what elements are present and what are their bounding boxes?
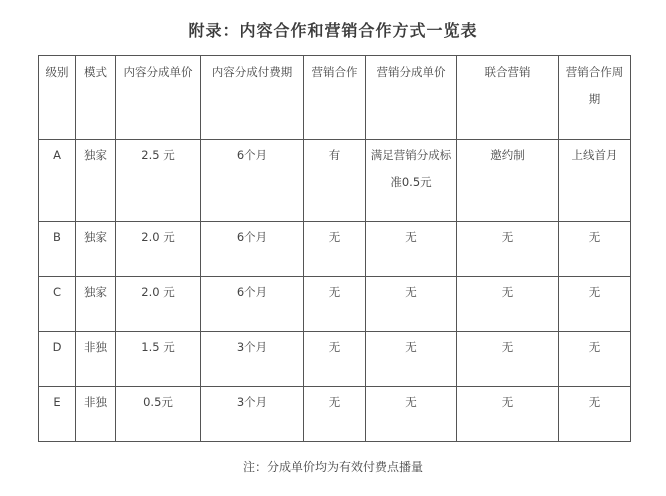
table-cell: 无 [559,332,631,387]
header-cell: 营销合作周期 [559,56,631,140]
table-row [39,277,631,332]
header-cell: 级别 [39,56,76,140]
table-cell: 上线首月 [559,140,631,222]
page-title: 附录：内容合作和营销合作方式一览表 [188,21,478,40]
table-cell: A [39,140,76,222]
table-cell: 无 [304,387,366,442]
table-cell: 6个月 [201,222,304,277]
header-cell: 联合营销 [457,56,559,140]
table-cell: 独家 [76,222,116,277]
header-cell: 模式 [76,56,116,140]
table-cell: C [39,277,76,332]
table-cell: 满足营销分成标准0.5元 [366,140,457,222]
table-cell: 6个月 [201,140,304,222]
table-row [39,140,631,222]
table-cell: 无 [304,222,366,277]
table-cell: 无 [559,222,631,277]
table-cell: 有 [304,140,366,222]
table-row [39,332,631,387]
table-cell: 无 [366,222,457,277]
table-cell: 独家 [76,277,116,332]
table-cell: 2.0 元 [116,222,201,277]
table-cell: 无 [559,277,631,332]
table-cell: 无 [457,222,559,277]
table-cell: 6个月 [201,277,304,332]
table-cell: B [39,222,76,277]
table-cell: 邀约制 [457,140,559,222]
table-cell: 1.5 元 [116,332,201,387]
header-cell: 内容分成付费期 [201,56,304,140]
table-cell: 无 [457,387,559,442]
table-cell: 无 [559,387,631,442]
table-header-row [39,56,631,140]
table-cell: 0.5元 [116,387,201,442]
header-cell: 内容分成单价 [116,56,201,140]
table-cell: 2.5 元 [116,140,201,222]
table-cell: 非独 [76,332,116,387]
table-cell: 无 [304,332,366,387]
table-cell: 无 [457,277,559,332]
table-cell: E [39,387,76,442]
table-cell: 独家 [76,140,116,222]
table-cell: 无 [366,387,457,442]
table-cell: 非独 [76,387,116,442]
table-cell: 3个月 [201,332,304,387]
table-cell: 无 [366,277,457,332]
table-cell: 2.0 元 [116,277,201,332]
table-cell: 无 [457,332,559,387]
footnote: 注：分成单价均为有效付费点播量 [242,460,423,474]
table-cell: D [39,332,76,387]
table-cell: 无 [304,277,366,332]
table-row [39,222,631,277]
header-cell: 营销分成单价 [366,56,457,140]
header-cell: 营销合作 [304,56,366,140]
table-cell: 3个月 [201,387,304,442]
table-cell: 无 [366,332,457,387]
table-row [39,387,631,442]
cooperation-table [38,55,631,442]
